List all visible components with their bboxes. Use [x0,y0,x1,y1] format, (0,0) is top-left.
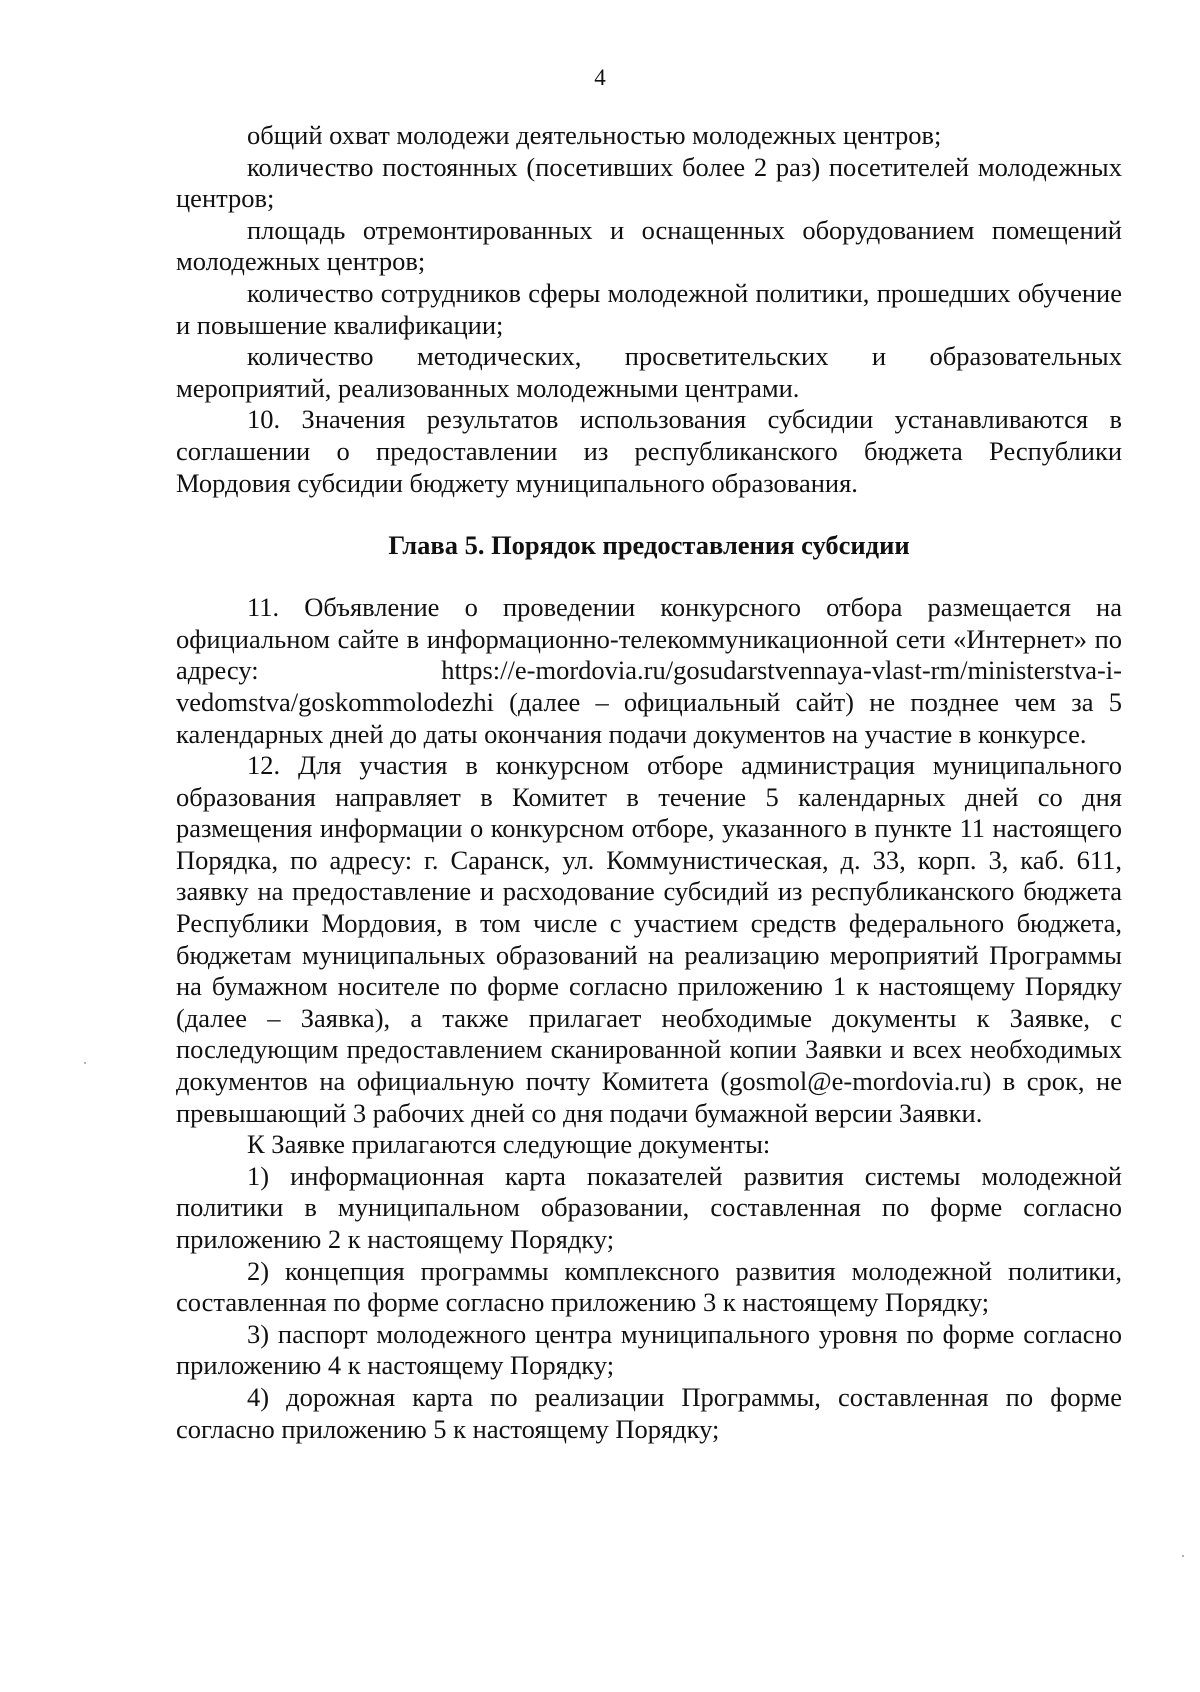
list-item: 4) дорожная карта по реализации Программы, составленная по форме согласно приложению 5 к настоящему Порядку; [176,1381,1122,1444]
scan-speck [84,1062,86,1064]
document-body [176,120,1122,1445]
list-item: 3) паспорт молодежного центра муниципального уровня по форме согласно приложению 4 к настоящему Порядку; [176,1318,1122,1381]
paragraph-item-12: 12. Для участия в конкурсном отборе администрация муниципального образования направляет в Комитет в течение 5 календарных дней со дня размещения информации о конкурсном отборе, указанного в пункте 11 настоящего Порядка, по адресу: г. Саранск, ул. Коммунистическая, д. 33, корп. 3, каб. 611, заявку на предоставление и расходование субсидий из республиканского бюджета Республики Мордовия, в том числе с участием средств федерального бюджета, бюджетам муниципальных образований на реализацию мероприятий Программы на бумажном носителе по форме согласно приложению 1 к настоящему Порядку (далее – Заявка), а также прилагает необходимые документы к Заявке, с последующим предоставлением сканированной копии Заявки и всех необходимых документов на официальную почту Комитета (gosmol@e-mordovia.ru) в срок, не превышающий 3 рабочих дней со дня подачи бумажной версии Заявки. [176,750,1122,1128]
paragraph-item-10: 10. Значения результатов использования субсидии устанавливаются в соглашении о предоставлении из республиканского бюджета Республики Мордовия субсидии бюджету муниципального образования. [176,404,1122,498]
paragraph: количество сотрудников сферы молодежной политики, прошедших обучение и повышение квалификации; [176,277,1122,340]
page-number: 4 [594,65,606,90]
paragraph: площадь отремонтированных и оснащенных оборудованием помещений молодежных центров; [176,214,1122,277]
list-item: 2) концепция программы комплексного развития молодежной политики, составленная по форме согласно приложению 3 к настоящему Порядку; [176,1255,1122,1318]
paragraph: К Заявке прилагаются следующие документы: [247,1129,771,1160]
paragraph: общий охват молодежи деятельностью молодежных центров; [247,120,942,150]
paragraph: количество методических, просветительских и образовательных мероприятий, реализованных молодежными центрами. [176,341,1122,403]
chapter-title: Глава 5. Порядок предоставления субсидии [388,530,910,561]
list-item: 1) информационная карта показателей развития системы молодежной политики в муниципальном образовании, составленная по форме согласно приложению 2 к настоящему Порядку; [176,1160,1122,1254]
scan-speck [1182,1555,1184,1557]
paragraph-item-11: 11. Объявление о проведении конкурсного отбора размещается на официальном сайте в информационно-телекоммуникационной сети «Интернет» по адресу: https://e-mordovia.ru/gosudarstvennaya-vlast-rm/ministerstva-i-vedomstva/goskommolodezhi (далее – официальный сайт) не позднее чем за 5 календарных дней до даты окончания подачи документов на участие в конкурсе. [176,592,1122,749]
paragraph: количество постоянных (посетивших более 2 раз) посетителей молодежных центров; [176,151,1122,214]
